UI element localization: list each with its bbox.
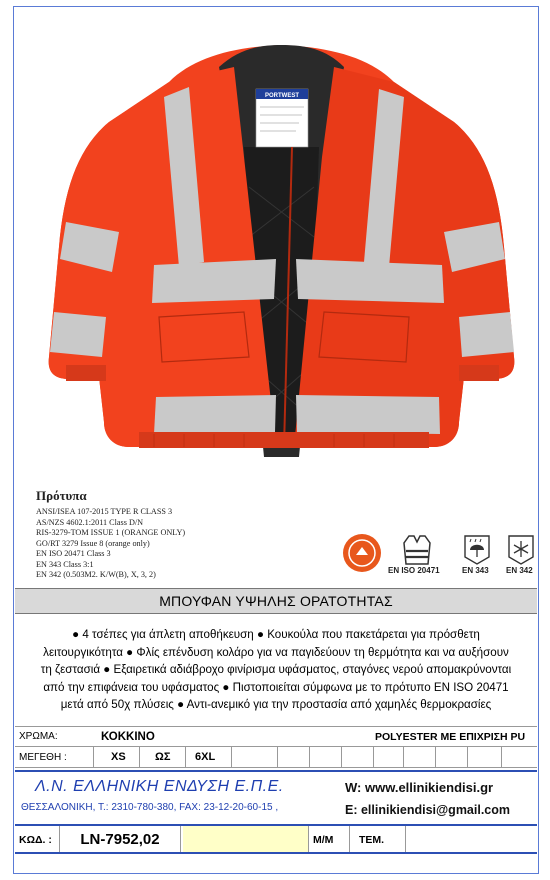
company-name: Λ.Ν. ΕΛΛΗΝΙΚΗ ΕΝΔΥΣΗ Ε.Π.Ε. — [35, 778, 284, 795]
color-value: ΚΟΚΚΙΝΟ — [101, 730, 155, 743]
jacket-brand-text: PORTWEST — [265, 93, 299, 99]
size-min: XS — [111, 751, 126, 763]
product-title-band — [15, 588, 537, 614]
quantity-label: ΤΕΜ. — [359, 834, 385, 846]
size-divider — [139, 747, 140, 767]
size-divider — [341, 747, 342, 767]
description-line: τη ζεστασιά ● Εξαιρετικά αδιάβροχο φινίρισμα υφάσματος, σταγόνες νερού απομακρύνονται — [40, 663, 512, 676]
standards-title: Πρότυπα — [36, 488, 87, 503]
company-email-link[interactable]: E: ellinikiendisi@gmail.com — [345, 803, 511, 817]
size-divider — [277, 747, 278, 767]
color-row — [15, 726, 537, 746]
reflective-band-sleeve-right-lower — [459, 312, 514, 357]
cold-snowflake-icon — [506, 533, 536, 567]
size-divider — [231, 747, 232, 767]
size-divider — [467, 747, 468, 767]
description-line: λειτουργικότητα ● Φλίς επένδυση κολάρο για να παγιδεύουν τη θερμότητα και να αυξήσουν — [43, 645, 509, 659]
reflective-band-chest-right — [296, 259, 444, 303]
company-website-link[interactable]: W: www.ellinikiendisi.gr — [345, 780, 494, 795]
color-label: ΧΡΩΜΑ: — [19, 731, 58, 742]
en20471-label: EN ISO 20471 — [388, 566, 440, 575]
size-divider — [309, 747, 310, 767]
order-row — [15, 824, 537, 854]
en342-label: EN 342 — [506, 566, 533, 575]
size-separator: ΩΣ — [155, 751, 171, 763]
size-divider — [403, 747, 404, 767]
jacket-waistband — [139, 432, 429, 448]
product-title: ΜΠΟΥΦΑΝ ΥΨΗΛΗΣ ΟΡΑΤΟΤΗΤΑΣ — [159, 593, 393, 609]
rain-umbrella-icon — [462, 533, 492, 567]
size-divider — [435, 747, 436, 767]
jacket-left-cuff — [66, 365, 106, 381]
code-label: ΚΩΔ. : — [19, 834, 52, 846]
description-line: ● 4 τσέπες για άπλετη αποθήκευση ● Κουκούλα που πακετάρεται για πρόσθετη — [72, 628, 480, 641]
order-divider — [405, 826, 406, 852]
order-divider — [349, 826, 350, 852]
product-code: LN-7952,02 — [59, 826, 181, 852]
company-block — [15, 770, 537, 822]
quantity-input-cell[interactable] — [183, 826, 309, 852]
reflective-band-waist-right — [296, 395, 440, 434]
reflective-band-chest-left — [152, 259, 276, 303]
standard-line: ANSI/ISEA 107-2015 TYPE R CLASS 3 — [36, 507, 173, 516]
material-value: POLYESTER ΜΕ ΕΠΙΧΡΙΣΗ PU — [375, 730, 526, 743]
size-label: ΜΕΓΕΘΗ : — [19, 751, 67, 763]
certification-badges — [340, 533, 538, 579]
standard-line: EN ISO 20471 Class 3 — [36, 549, 111, 558]
standards-list — [36, 488, 336, 581]
size-divider — [93, 747, 94, 767]
product-description — [15, 626, 537, 714]
standard-line: EN 342 (0.503M2. K/W(B), X, 3, 2) — [36, 570, 156, 579]
unit-label: Μ/Μ — [313, 834, 334, 846]
hi-vis-vest-icon — [400, 533, 434, 567]
size-divider — [185, 747, 186, 767]
gore-tex-badge-icon — [342, 533, 382, 573]
standard-line: AS/NZS 4602.1:2011 Class D/N — [36, 517, 144, 527]
description-line: μετά από 50χ πλύσεις ● Αντι-ανεμικό για την προστασία από χαμηλές θερμοκρασίες — [60, 698, 492, 711]
jacket-image — [44, 27, 519, 477]
reflective-band-sleeve-left-lower — [50, 312, 106, 357]
standard-line: GO/RT 3279 Issue 8 (orange only) — [36, 538, 150, 548]
company-address: ΘΕΣΣΑΛΟΝΙΚΗ, Τ.: 2310-780-380, FAX: 23-12-20-60-15 , — [21, 802, 279, 813]
description-line: από την επιφάνεια του υφάσματος ● Πιστοποιείται σύμφωνα με το πρότυπο EN ISO 20471 — [43, 680, 509, 694]
product-image-area — [14, 7, 538, 585]
standard-line: EN 343 Class 3:1 — [36, 559, 94, 569]
jacket-right-cuff — [459, 365, 499, 381]
size-max: 6XL — [195, 751, 216, 763]
standard-line: RIS-3279-TOM ISSUE 1 (ORANGE ONLY) — [36, 528, 186, 537]
size-row — [15, 746, 537, 768]
size-divider — [501, 747, 502, 767]
en343-label: EN 343 — [462, 566, 489, 575]
size-divider — [373, 747, 374, 767]
reflective-band-waist-left — [154, 395, 276, 434]
